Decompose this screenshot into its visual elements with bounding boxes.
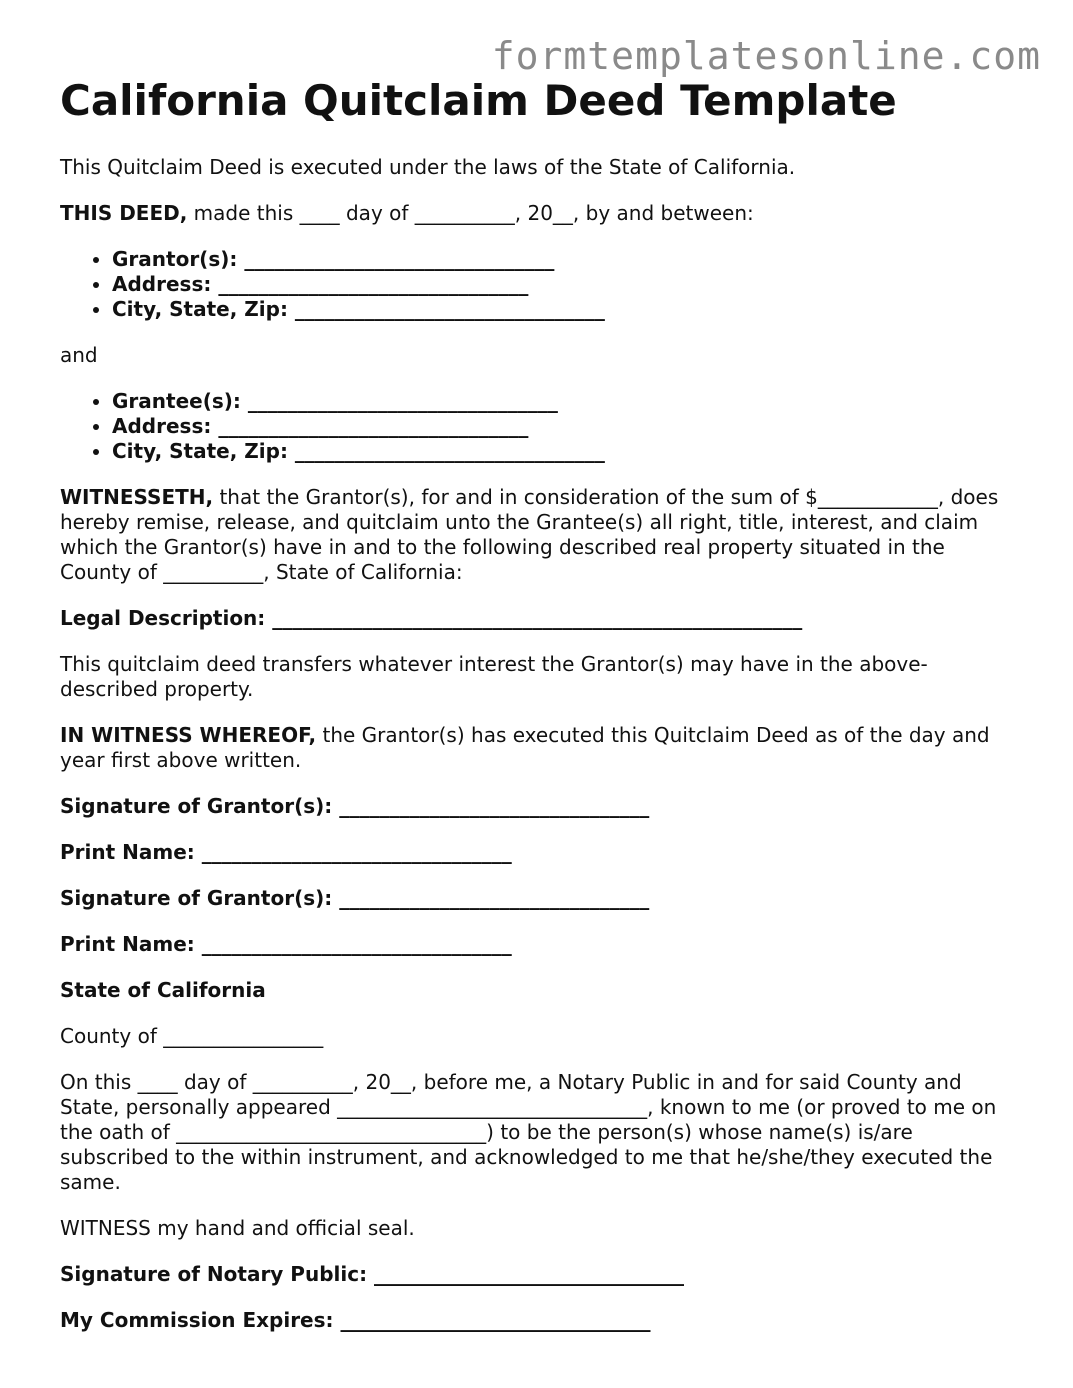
page-title: California Quitclaim Deed Template — [60, 76, 897, 125]
commission-expires-line — [60, 1308, 1020, 1333]
whereof-text: the Grantor(s) has executed this Quitclaim Deed as of the day and year first above written. — [60, 723, 990, 772]
signature-label: Signature of Grantor(s): — [60, 794, 333, 818]
print-name-label: Print Name: — [60, 840, 195, 864]
grantee-city-blank[interactable]: _______________________________ — [287, 439, 605, 463]
whereof-paragraph — [60, 723, 1020, 773]
notary-signature-line — [60, 1262, 1020, 1287]
intro-paragraph: This Quitclaim Deed is executed under the laws of the State of California. — [60, 155, 796, 179]
witness-seal: WITNESS my hand and official seal. — [60, 1216, 415, 1240]
witnesseth-text: that the Grantor(s), for and in consideration of the sum of $____________, does hereby remise, release, and quitclaim unto the Grantee(s) all right, title, interest, and claim which the Grantor(s) have in and to the following described real property situated in the County of __________, State of California: — [60, 485, 999, 584]
whereof-lead: IN WITNESS WHEREOF, — [60, 723, 317, 747]
signature-blank[interactable]: _______________________________ — [332, 794, 650, 818]
notary-signature-label: Signature of Notary Public: — [60, 1262, 368, 1286]
grantor-list — [60, 247, 1020, 322]
list-item — [112, 414, 1020, 439]
list-item — [112, 297, 1020, 322]
legal-description-blank[interactable]: _____________________________________________________ — [265, 606, 803, 630]
print-name-blank[interactable]: _______________________________ — [194, 932, 512, 956]
county-line: County of ________________ — [60, 1024, 324, 1048]
grantor-city-blank[interactable]: _______________________________ — [287, 297, 605, 321]
signature-label: Signature of Grantor(s): — [60, 886, 333, 910]
grantor-city-label: City, State, Zip: — [112, 297, 288, 321]
commission-expires-label: My Commission Expires: — [60, 1308, 334, 1332]
grantee-blank[interactable]: _______________________________ — [240, 389, 558, 413]
print-name-blank[interactable]: _______________________________ — [194, 840, 512, 864]
grantee-address-blank[interactable]: _______________________________ — [211, 414, 529, 438]
notary-signature-blank[interactable]: _______________________________ — [367, 1262, 685, 1286]
legal-description — [60, 606, 1020, 631]
transfer-paragraph: This quitclaim deed transfers whatever interest the Grantor(s) may have in the above-described property. — [60, 652, 928, 701]
list-item — [112, 389, 1020, 414]
state-heading-text: State of California — [60, 978, 266, 1002]
list-item — [112, 247, 1020, 272]
grantee-city-label: City, State, Zip: — [112, 439, 288, 463]
grantor-label: Grantor(s): — [112, 247, 238, 271]
print-name-line — [60, 840, 1020, 865]
deed-paragraph — [60, 201, 1020, 226]
print-name-line — [60, 932, 1020, 957]
list-item — [112, 439, 1020, 464]
witnesseth-paragraph — [60, 485, 1020, 585]
grantee-list — [60, 389, 1020, 464]
grantor-address-label: Address: — [112, 272, 212, 296]
and-text: and — [60, 343, 98, 367]
list-item — [112, 272, 1020, 297]
watermark: formtemplatesonline.com — [491, 34, 1041, 78]
document-body — [60, 155, 1020, 1354]
witnesseth-lead: WITNESSETH, — [60, 485, 214, 509]
signature-blank[interactable]: _______________________________ — [332, 886, 650, 910]
signature-line — [60, 794, 1020, 819]
legal-description-label: Legal Description: — [60, 606, 266, 630]
deed-lead: THIS DEED, — [60, 201, 188, 225]
notary-paragraph: On this ____ day of __________, 20__, before me, a Notary Public in and for said County and State, personally appeared _______________________________, known to me (or proved to me on the oath of _______________________________) to be the person(s) whose name(s) is/are subscribed to the within instrument, and acknowledged to me that he/she/they executed the same. — [60, 1070, 997, 1194]
deed-text: made this ____ day of __________, 20__, by and between: — [187, 201, 754, 225]
print-name-label: Print Name: — [60, 932, 195, 956]
grantor-address-blank[interactable]: _______________________________ — [211, 272, 529, 296]
grantee-address-label: Address: — [112, 414, 212, 438]
signature-line — [60, 886, 1020, 911]
grantor-blank[interactable]: _______________________________ — [237, 247, 555, 271]
grantee-label: Grantee(s): — [112, 389, 241, 413]
state-heading — [60, 978, 1020, 1003]
commission-expires-blank[interactable]: _______________________________ — [333, 1308, 651, 1332]
